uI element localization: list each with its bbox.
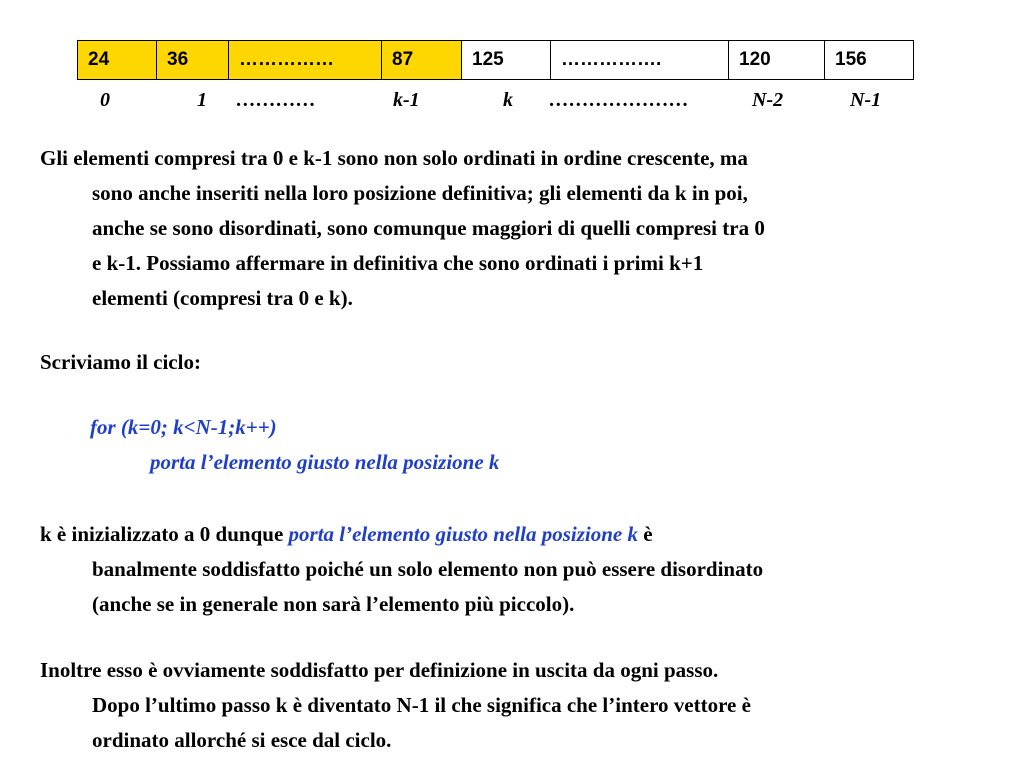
highlight-text: porta l’elemento giusto nella posizione k bbox=[288, 522, 638, 546]
array-cell-n-1: 156 bbox=[835, 49, 867, 70]
array-cell-k: 125 bbox=[462, 41, 551, 79]
text-line: Dopo l’ultimo passo k è diventato N-1 il che significa che l’intero vettore è bbox=[92, 693, 751, 717]
text-line: sono anche inseriti nella loro posizione definitiva; gli elementi da k in poi, bbox=[92, 181, 748, 205]
array-cell-n-2: 120 bbox=[729, 41, 825, 79]
paragraph-cycle-intro: Scriviamo il ciclo: bbox=[40, 350, 201, 374]
text-segment: è bbox=[637, 522, 653, 546]
array-cell-2: …………… bbox=[229, 41, 382, 79]
paragraph-initialization bbox=[40, 517, 1015, 622]
paragraph-invariant bbox=[40, 141, 1015, 316]
index-label: 1 bbox=[197, 89, 207, 111]
text-line: banalmente soddisfatto poiché un solo elemento non può essere disordinato bbox=[92, 557, 764, 581]
code-line-body: porta l’elemento giusto nella posizione k bbox=[150, 450, 500, 474]
index-label: k-1 bbox=[393, 89, 420, 111]
text-line: ordinato allorché si esce dal ciclo. bbox=[92, 728, 392, 752]
text-line: anche se sono disordinati, sono comunque maggiori di quelli compresi tra 0 bbox=[92, 216, 765, 240]
array-cell-1: 36 bbox=[157, 41, 229, 79]
index-label: N-1 bbox=[850, 89, 882, 111]
index-label: k bbox=[503, 89, 513, 111]
array-cell-0: 24 bbox=[78, 41, 157, 79]
array-cell-ellipsis: ……………. bbox=[551, 41, 729, 79]
array-cell-k-1: 87 bbox=[382, 41, 462, 79]
text-line: Inoltre esso è ovviamente soddisfatto per definizione in uscita da ogni passo. bbox=[40, 658, 719, 682]
text-line: (anche se in generale non sarà l’elemento più piccolo). bbox=[92, 592, 575, 616]
text-segment: k è inizializzato a 0 dunque bbox=[40, 522, 289, 546]
text-line bbox=[40, 517, 1015, 552]
text-line: elementi (compresi tra 0 e k). bbox=[92, 286, 353, 310]
text-line: Gli elementi compresi tra 0 e k-1 sono non solo ordinati in ordine crescente, ma bbox=[40, 146, 748, 170]
index-label: N-2 bbox=[752, 89, 784, 111]
array-table bbox=[77, 40, 914, 80]
code-line-for: for (k=0; k<N-1;k++) bbox=[90, 415, 277, 439]
index-label: ………………… bbox=[549, 89, 689, 111]
paragraph-termination bbox=[40, 653, 1015, 758]
index-label: 0 bbox=[100, 89, 110, 111]
index-label: ………… bbox=[236, 89, 316, 111]
text-line: e k-1. Possiamo affermare in definitiva che sono ordinati i primi k+1 bbox=[92, 251, 704, 275]
